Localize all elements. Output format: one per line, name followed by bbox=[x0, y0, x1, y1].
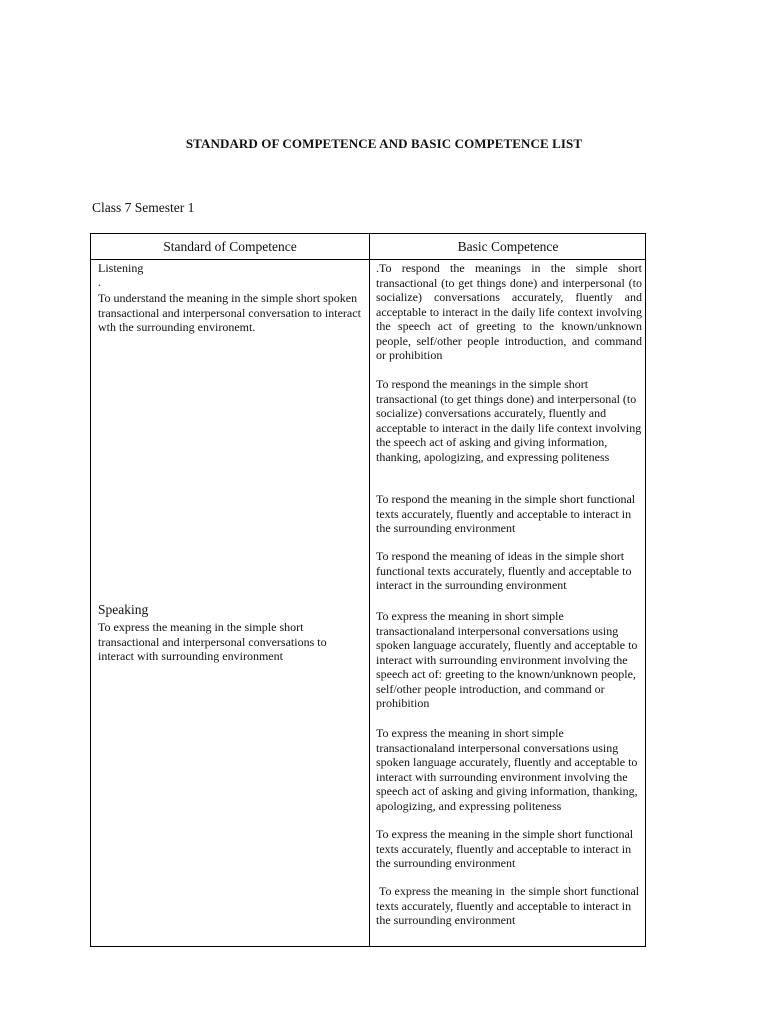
listening-label: Listening bbox=[98, 261, 144, 275]
header-standard: Standard of Competence bbox=[163, 239, 297, 254]
basic-competence-3: To respond the meaning in the simple short functional texts accurately, fluently and acceptable to interact in the surrounding environment bbox=[376, 492, 636, 535]
speaking-label: Speaking bbox=[98, 602, 149, 617]
header-basic: Basic Competence bbox=[457, 239, 559, 254]
basic-competence-6: To express the meaning in short simple transactionaland interpersonal conversations using spoken language accurately, fluently and acceptable to interact with surrounding environment involving the speech act of asking and giving information, thanking, apologizing, and expressing politeness bbox=[376, 726, 638, 813]
speaking-standard-text: To express the meaning in the simple short transactional and interpersonal conversations to interact with surrounding environment bbox=[98, 620, 327, 663]
basic-competence-1: .To respond the meanings in the simple short transactional (to get things done) and interpersonal (to socialize) conversations accurately, fluently and acceptable to interact in the daily life context involving the speech act of greeting to the known/unknown people, self/other people introduction, and command or prohibition bbox=[376, 261, 642, 362]
listening-standard-text: To understand the meaning in the simple short spoken transactional and interpersonal conversation to interact wth the surrounding environemt. bbox=[98, 291, 361, 334]
listening-dot: . bbox=[98, 275, 101, 289]
competence-table bbox=[90, 233, 646, 947]
basic-competence-8: To express the meaning in the simple short functional texts accurately, fluently and acceptable to interact in the surrounding environment bbox=[376, 884, 643, 927]
basic-competence-5: To express the meaning in short simple transactionaland interpersonal conversations using spoken language accurately, fluently and acceptable to interact with surrounding environment involving the speech act of: greeting to the known/unknown people, self/other people introduction, and command or prohibition bbox=[376, 609, 638, 710]
basic-competence-4: To respond the meaning of ideas in the simple short functional texts accurately, fluently and acceptable to interact in the surrounding environment bbox=[376, 549, 632, 592]
basic-competence-7: To express the meaning in the simple short functional texts accurately, fluently and acceptable to interact in the surrounding environment bbox=[376, 827, 634, 870]
class-semester-label: Class 7 Semester 1 bbox=[92, 200, 195, 215]
basic-competence-2: To respond the meanings in the simple short transactional (to get things done) and interpersonal (to socialize) conversations accurately, fluently and acceptable to interact in the daily life context involving the speech act of asking and giving information, thanking, apologizing, and expressing politeness bbox=[376, 377, 642, 464]
column-divider bbox=[369, 234, 370, 946]
document-title: STANDARD OF COMPETENCE AND BASIC COMPETENCE LIST bbox=[185, 136, 583, 151]
header-divider bbox=[91, 259, 645, 260]
